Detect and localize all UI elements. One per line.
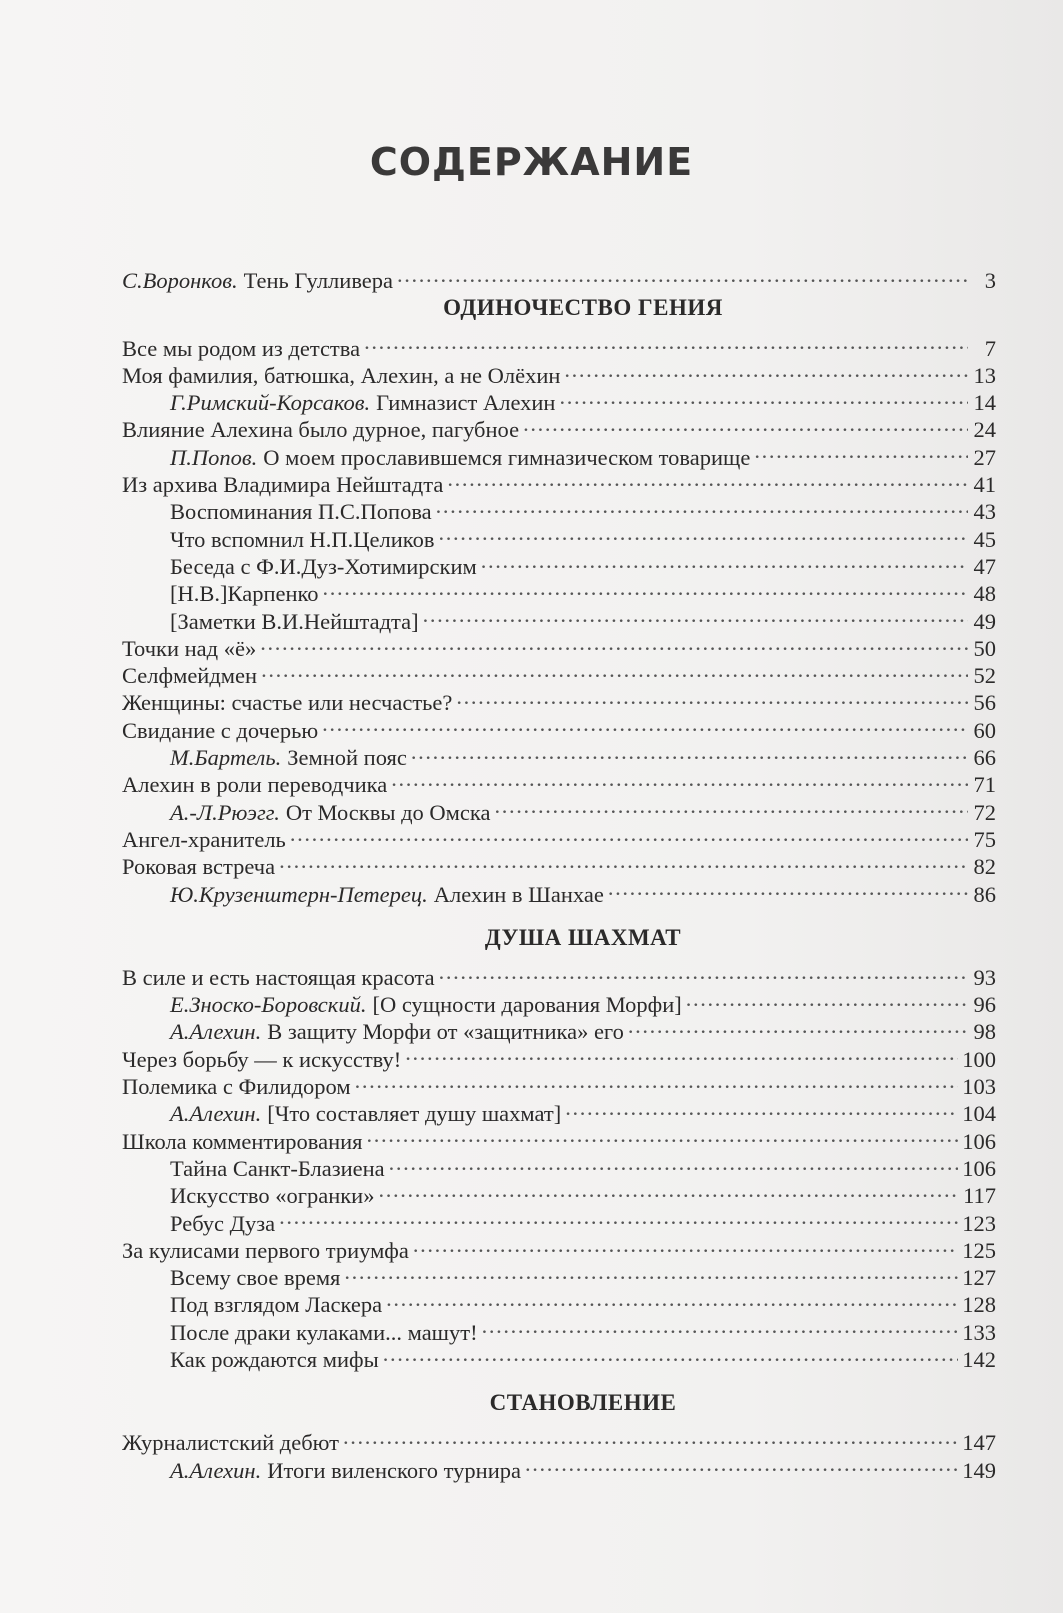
dot-leader	[367, 1121, 959, 1148]
entry-title: Полемика с Филидором	[122, 1074, 351, 1100]
dot-leader	[279, 1203, 958, 1230]
entry-title: Селфмейдмен	[122, 663, 258, 689]
entry-page-number: 106	[962, 1155, 996, 1181]
dot-leader	[608, 874, 968, 901]
entry-page-number: 82	[973, 854, 996, 880]
entry-page-number: 86	[973, 881, 996, 907]
entry-page-number: 52	[973, 663, 996, 689]
entry-title: Роковая встреча	[122, 854, 276, 880]
dot-leader	[628, 1012, 968, 1039]
entry-title: Ангел-хранитель	[122, 826, 286, 852]
entry-page-number: 149	[962, 1457, 996, 1483]
entry-page-number: 127	[962, 1265, 996, 1291]
entry-page-number: 75	[973, 826, 996, 852]
dot-leader	[323, 574, 968, 601]
dot-leader	[525, 1450, 958, 1477]
entry-page-number: 103	[962, 1074, 996, 1100]
dot-leader	[482, 1312, 959, 1339]
entry-author: М.Бартель.	[170, 745, 282, 771]
entry-page-number: 93	[973, 964, 996, 990]
dot-leader	[260, 629, 968, 656]
entry-page-number: 3	[984, 268, 996, 294]
entry-author: П.Попов.	[170, 444, 258, 470]
entry-page-number: 133	[962, 1319, 996, 1345]
entry-page-number: 104	[962, 1101, 996, 1127]
entry-author: С.Воронков.	[122, 268, 238, 294]
dot-leader	[423, 601, 968, 628]
table-of-contents	[122, 261, 996, 1483]
page-title: СОДЕРЖАНИЕ	[369, 140, 694, 184]
entry-title: От Москвы до Омска	[285, 799, 491, 825]
entry-title: Все мы родом из детства	[122, 335, 361, 361]
dot-leader	[494, 792, 968, 819]
entry-page-number: 14	[973, 390, 996, 416]
entry-title: Школа комментирования	[122, 1128, 363, 1154]
entry-page-number: 128	[962, 1292, 996, 1318]
section-heading: ДУША ШАХМАТ	[484, 924, 682, 950]
entry-page-number: 71	[973, 772, 996, 798]
dot-leader	[343, 1423, 958, 1450]
section-heading: ОДИНОЧЕСТВО ГЕНИЯ	[443, 295, 723, 321]
dot-leader	[397, 261, 968, 288]
entry-author: Е.Зноско-Боровский.	[170, 992, 367, 1018]
entry-author: А.Алехин.	[170, 1101, 262, 1127]
entry-page-number: 56	[973, 690, 996, 716]
dot-leader	[411, 738, 968, 765]
dot-leader	[344, 1258, 958, 1285]
dot-leader	[355, 1067, 959, 1094]
entry-title: Моя фамилия, батюшка, Алехин, а не Олёхин	[122, 362, 561, 388]
entry-title: О моем прославившемся гимназическом товарище	[263, 444, 751, 470]
dot-leader	[754, 437, 968, 464]
dot-leader	[389, 1149, 959, 1176]
entry-title: После драки кулаками... машут!	[170, 1319, 478, 1345]
toc-entry	[122, 1423, 996, 1456]
dot-leader	[447, 465, 968, 492]
entry-page-number: 24	[973, 417, 996, 443]
entry-title: Беседа с Ф.И.Дуз-Хотимирским	[170, 553, 477, 579]
entry-page-number: 49	[973, 608, 996, 634]
dot-leader	[438, 519, 968, 546]
entry-title: Искусство «огранки»	[170, 1183, 375, 1209]
dot-leader	[290, 820, 968, 847]
entry-page-number: 43	[973, 499, 996, 525]
entry-title: Через борьбу — к искусству!	[122, 1046, 402, 1072]
entry-page-number: 142	[962, 1346, 996, 1372]
dot-leader	[523, 410, 968, 437]
entry-page-number: 125	[962, 1237, 996, 1263]
entry-page-number: 147	[962, 1430, 996, 1456]
dot-leader	[481, 547, 968, 574]
section-heading: СТАНОВЛЕНИЕ	[489, 1389, 677, 1415]
entry-title: Журналистский дебют	[122, 1430, 340, 1456]
entry-page-number: 41	[973, 472, 996, 498]
dot-leader	[413, 1231, 958, 1258]
entry-author: Г.Римский-Корсаков.	[170, 390, 371, 416]
dot-leader	[436, 492, 968, 519]
entry-author: Ю.Крузенштерн-Петерец.	[170, 881, 428, 907]
entry-page-number: 47	[973, 553, 996, 579]
entry-title: [Что составляет душу шахмат]	[267, 1101, 562, 1127]
entry-page-number: 60	[973, 717, 996, 743]
dot-leader	[261, 656, 968, 683]
entry-page-number: 72	[973, 799, 996, 825]
entry-title: Тень Гулливера	[243, 268, 394, 294]
toc-entry-intro	[122, 261, 996, 294]
dot-leader	[378, 1176, 959, 1203]
entry-title: Как рождаются мифы	[170, 1346, 379, 1372]
entry-title: [Н.В.]Карпенко	[170, 581, 319, 607]
entry-title: Воспоминания П.С.Попова	[170, 499, 432, 525]
dot-leader	[439, 958, 968, 985]
entry-title: Влияние Алехина было дурное, пагубное	[122, 417, 520, 443]
dot-leader	[405, 1039, 958, 1066]
entry-title: Что вспомнил Н.П.Целиков	[170, 526, 435, 552]
entry-title: Свидание с дочерью	[122, 717, 319, 743]
dot-leader	[564, 356, 968, 383]
dot-leader	[565, 1094, 958, 1121]
dot-leader	[391, 765, 968, 792]
toc-entry	[122, 958, 996, 990]
entry-title: Алехин в роли переводчика	[122, 772, 388, 798]
entry-page-number: 48	[973, 581, 996, 607]
entry-page-number: 66	[973, 745, 996, 771]
entry-author: А.Алехин.	[170, 1457, 262, 1483]
entry-title: Женщины: счастье или несчастье?	[122, 690, 453, 716]
dot-leader	[456, 683, 968, 710]
entry-page-number: 123	[962, 1210, 996, 1236]
entry-title: Под взглядом Ласкера	[170, 1292, 383, 1318]
entry-title: Гимназист Алехин	[376, 390, 556, 416]
toc-entry	[122, 328, 996, 361]
dot-leader	[686, 985, 968, 1012]
entry-author: А.-Л.Рюэгг.	[170, 799, 280, 825]
entry-title: За кулисами первого триумфа	[122, 1237, 409, 1263]
entry-page-number: 106	[962, 1128, 996, 1154]
dot-leader	[386, 1285, 958, 1312]
entry-title: [О сущности дарования Морфи]	[372, 992, 682, 1018]
entry-page-number: 98	[973, 1019, 996, 1045]
entry-title: В защиту Морфи от «защитника» его	[267, 1019, 624, 1045]
entry-title: Из архива Владимира Нейштадта	[122, 472, 444, 498]
entry-page-number: 117	[963, 1183, 996, 1209]
entry-title: Точки над «ё»	[122, 635, 257, 661]
entry-title: В силе и есть настоящая красота	[122, 964, 435, 990]
entry-title: Тайна Санкт-Блазиена	[170, 1155, 385, 1181]
entry-title: Алехин в Шанхае	[433, 881, 604, 907]
entry-page-number: 27	[973, 444, 996, 470]
entry-author: А.Алехин.	[170, 1019, 262, 1045]
entry-page-number: 13	[973, 362, 996, 388]
dot-leader	[383, 1340, 959, 1367]
dot-leader	[322, 710, 968, 737]
dot-leader	[364, 328, 968, 355]
entry-page-number: 96	[973, 992, 996, 1018]
entry-page-number: 50	[973, 635, 996, 661]
entry-title: Земной пояс	[287, 745, 407, 771]
entry-page-number: 7	[984, 335, 996, 361]
entry-title: Всему свое время	[170, 1265, 341, 1291]
entry-title: Итоги виленского турнира	[267, 1457, 521, 1483]
entry-page-number: 45	[973, 526, 996, 552]
dot-leader	[279, 847, 968, 874]
entry-title: [Заметки В.И.Нейштадта]	[170, 608, 419, 634]
entry-title: Ребус Дуза	[170, 1210, 276, 1236]
entry-page-number: 100	[962, 1046, 996, 1072]
dot-leader	[559, 383, 968, 410]
